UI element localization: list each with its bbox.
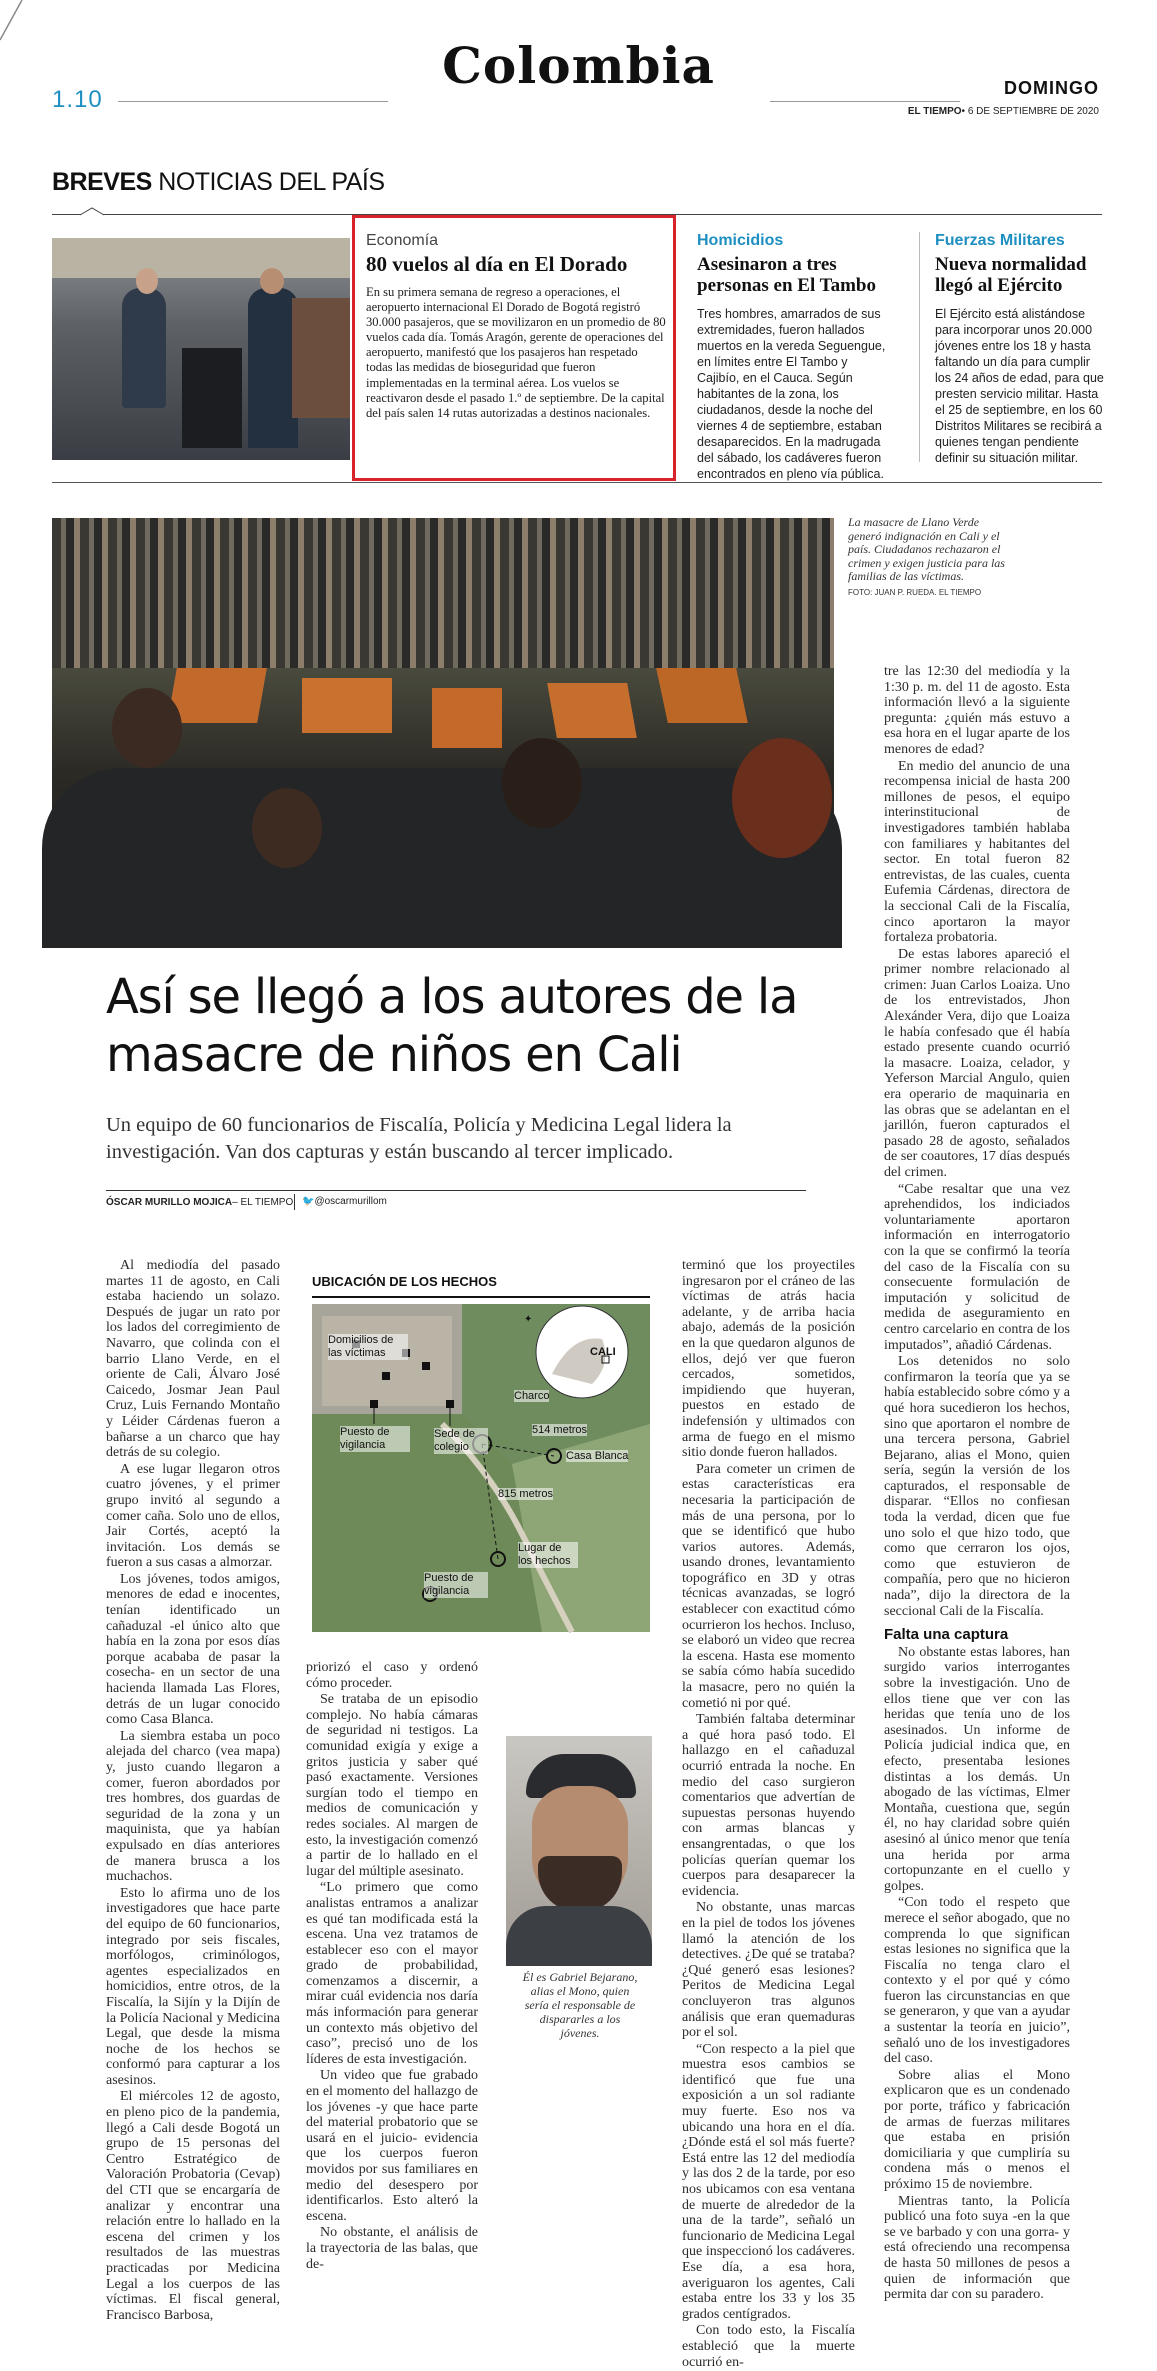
suitcase [182,348,242,448]
paragraph: Un video que fue grabado en el momento del hallazgo de los jóvenes -y que hace parte del material probatorio que se usará en el juicio- evidencia que los cuerpos fueron movidos por sus familiares en medio del desespero por identificarlos. Esto alteró la escena. [306,2068,478,2224]
background-person [292,298,350,418]
briefs-label [52,168,385,197]
mourner-head [252,788,322,868]
paragraph: No obstante estas labores, han surgido varios interrogantes sobre la investigación. Uno de ellos tiene que ver con las heridas que tenía uno de los asesinados. Un informe de Policía judicial indica que, en efecto, presentaba lesiones distintas a los demás. Un abogado de las víctimas, Elmer Montaña, cuestiona que, según él, no hay claridad sobre quién asesinó al único menor que tenía una herida por arma cortopunzante en el cuello y golpes. [884,1644,1070,1894]
traveler-head [136,268,158,294]
byline [106,1197,293,1208]
article-column-3 [682,1258,855,2371]
officer-figure [248,288,298,448]
map-label-casa: Casa Blanca [566,1450,629,1462]
paragraph: “Lo primero que como analistas entramos a analizar es qué tan modificada está la escena. Una vez tratamos de establecer eso con el mayor grado de probabilidad, comenzamos a discernir, a mirar cuál evidencia nos daría más información para generar un contexto más objetivo del caso”, precisó uno de los líderes de esta investigación. [306,1880,478,2067]
byline-outlet: – EL TIEMPO [232,1197,294,1208]
byline-separator [294,1194,295,1210]
mourner-head [112,688,182,768]
caption-text: La masacre de Llano Verde generó indignación en Cali y el país. Ciudadanos rechazaron el crimen y exigen justicia para las familias de las víctimas. [848,515,1005,584]
brief-section: Economía [366,232,439,249]
mourners-backs [42,768,842,948]
coffin [656,668,748,723]
officer-head [260,268,284,294]
brief-economia [366,232,666,421]
paragraph: El miércoles 12 de agosto, en pleno pico de la pandemia, llegó a Cali desde Bogotá un grupo de 15 personas del Centro Estratégico de Valoración Probatoria (Cevap) del CTI que se encargaría de analizar y encontrar una relación entre lo hallado en la escena del crimen y los resultados de las muestras practicadas por Medicina Legal a los cuerpos de las víctimas. El fiscal general, Francisco Barbosa, [106,2089,280,2323]
paragraph: Con todo esto, la Fiscalía estableció que la muerte ocurrió en- [682,2323,855,2370]
map-label-domicilios: Domicilios de las víctimas [328,1334,408,1360]
map-label-charco: Charco [514,1390,550,1402]
crowd [52,518,834,668]
paragraph: No obstante, el análisis de la trayectoria de las balas, que de- [306,2225,478,2272]
coffin [432,688,502,748]
brief-fuerzas [935,232,1105,466]
map-label-puesto: Puesto de vigilancia [340,1426,410,1452]
shirt [506,1906,652,1966]
map-inset-label: CALI [590,1346,616,1358]
map-label-lugar: Lugar de los hechos [518,1542,578,1568]
paragraph: Los jóvenes, todos amigos, menores de edad e inocentes, tenían identificado un cañaduzal -el único alto que había en la zona por esos días porque acababa de pasar la cosecha- en un sector de una hacienda llamada Las Flores, detrás de un lugar conocido como Casa Blanca. [106,1571,280,1728]
school-marker [446,1400,454,1408]
article-column-1 [106,1258,280,2324]
briefs-bottom-rule [52,482,1102,483]
brief-title: 80 vuelos al día en El Dorado [366,252,628,276]
brief-divider [919,232,920,462]
coffin [167,668,267,723]
map-title: UBICACIÓN DE LOS HECHOS [312,1274,497,1289]
paragraph: La siembra estaba un poco alejada del charco (vea mapa) y, justo cuando llegaron a comer, fueron abordados por tres hombres, dos guardas de seguridad de la zona y un maquinista, que ya habían expulsado en días anteriores de manera brusca a los muchachos. [106,1728,280,1885]
suspect-caption: Él es Gabriel Bejarano, alias el Mono, quien sería el responsable de dispararles a los jóvenes. [522,1970,638,2040]
header-rule-right [770,101,960,102]
paragraph: tre las 12:30 del mediodía y la 1:30 p. m. del 11 de agosto. Esta información llevó a la siguiente pregunta: ¿quién más estuvo a esa hora en el lugar aparte de los menores de edad? [884,664,1070,757]
twitter-handle[interactable] [302,1196,387,1207]
twitter-icon: 🐦 [302,1196,315,1207]
coffin [547,683,637,738]
suspect-photo [506,1736,652,1956]
location-map [304,1264,654,1638]
section-title: Colombia [442,36,715,95]
brief-section: Homicidios [697,232,784,249]
paragraph: También faltaba determinar a qué hora pasó todo. El hallazgo en el cañaduzal ocurrió entrada la noche. En medio del caso surgieron comentarios que advertían de supuestas personas huyendo con armas blancas y ensangrentadas, o que los policías querían quemar los cuerpos para desaparecer la evidencia. [682,1712,855,1899]
photo-credit: FOTO: JUAN P. RUEDA. EL TIEMPO [848,587,982,597]
twitter-text: @oscarmurillom [314,1196,387,1207]
brief-title: Nueva normalidad llegó al Ejército [935,254,1087,296]
beard [538,1856,622,1912]
byline-rule-top [106,1190,806,1191]
article-column-2 [306,1660,478,2273]
brief-body: El Ejército está alistándose para incorporar unos 20.000 jóvenes entre los 18 y hasta faltando un día para cumplir los 24 años de edad, para que presten servicio militar. Hasta el 25 de septiembre, en los 60 Distritos Militares se recibirá a quienes tengan pendiente definir su situación militar. [935,307,1104,465]
header-rule-left [118,101,388,102]
paper-name: EL TIEMPO [907,106,962,117]
brief-title: Asesinaron a tres personas en El Tambo [697,254,876,296]
paragraph: Al mediodía del pasado martes 11 de agosto, en Cali estaba haciendo un solazo. Después de jugar un rato por los lados del corregimiento de Navarro, que colinda con el barrio Llano Verde, en el oriente de Cali, Álvaro José Caicedo, Josmar Jean Paul Cruz, Luis Fernando Montaño y Léider Cárdenas fueron a bañarse a un charco que hay detrás de su colegio. [106,1258,280,1461]
map-title-rule [312,1296,650,1298]
brief-homicidios [697,232,891,482]
watch-post-marker [370,1400,378,1408]
paragraph: Mientras tanto, la Policía publicó una foto suya -en la que se ve barbado y con una gorra- y está ofreciendo una recompensa de hasta 50 millones de pesos a quien de información que permita dar con su paradero. [884,2193,1070,2303]
brief-body: En su primera semana de regreso a operaciones, el aeropuerto internacional El Dorado de Bogotá registró 30.000 pasajeros, que se movilizaron en un promedio de 80 vuelos cada día. Tomás Aragón, gerente de operaciones del aeropuerto, manifestó que los pasajeros han respetado todas las medidas de bioseguridad que fueron implementadas en la terminal aérea. Los vuelos se reactivaron desde el pasado 1.º de septiembre. De la capital del país salen 14 rutas autorizadas a destinos nacionales. [366,285,666,420]
map-label-dist1: 514 metros [532,1424,588,1436]
article-deck: Un equipo de 60 funcionarios de Fiscalía, Policía y Medicina Legal lidera la investigación. Van dos capturas y están buscando al tercer implicado. [106,1114,732,1163]
paragraph: “Cabe resaltar que una vez aprehendidos, los indiciados voluntariamente aportaron información en interrogatorio con la que se confirmó la teoría del caso de la Fiscalía con su consecuente formulación de imputación y solicitud de medida de aseguramiento en centro carcelario en contra de los imputados”, añadió Cárdenas. [884,1181,1070,1353]
paragraph: Para cometer un crimen de estas características era necesaria la participación de más de una persona, por lo que se identificó que hubo varios autores. Además, usando drones, levantamiento topográfico en 3D y otras técnicas avanzadas, se logró establecer con exactitud cómo ocurrieron los hechos. Incluso, se elaboró un video que recrea la escena. Hasta ese momento se sabía cómo había sucedido la masacre, pero no quién la cometió ni por qué. [682,1461,855,1711]
subhead: Falta una captura [884,1626,1009,1644]
paragraph: Sobre alias el Mono explicaron que es un condenado por porte, tráfico y fabricación de armas de fuerzas militares que estaba en prisión domiciliaria y que cumpliría su condena más o menos el próximo 15 de noviembre. [884,2067,1070,2192]
photo-caption [848,516,1008,600]
paragraph: De estas labores apareció el primer nombre relacionado al crimen: Juan Carlos Loaiza. Uno de los entrevistados, Jhon Alexánder Vera, dijo que Loaiza le había confesado que él había estado presente cuando ocurrió la masacre. Loaiza, celador, y Yeferson Marcial Angulo, quien era operario de maquinaria en las obras que se adelantan en el jarillón, fueron capturados el pasado 28 de agosto, señalados de ser coautores, 17 días después del crimen. [884,946,1070,1180]
paragraph: “Con todo el respeto que merece el señor abogado, que no comprenda lo que significan estas lesiones no significa que la Fiscalía no tenga claro el contexto y el por qué y cómo fueron las circunstancias en que se generaron, y que van a ayudar a sustentar la teoría en juicio”, señaló uno de los investigadores del caso. [884,1895,1070,2067]
airport-photo [52,238,350,460]
briefs-label-rest: NOTICIAS DEL PAÍS [158,168,385,196]
main-photo [52,518,834,940]
date-text: • 6 DE SEPTIEMBRE DE 2020 [961,106,1099,117]
compass-icon: ✦ [524,1314,533,1325]
paragraph: En medio del anuncio de una recompensa inicial de hasta 200 millones de pesos, el equipo interinstitucional de investigadores también hablaba con familiares y habitantes del sector. En total fueron 82 entrevistas, de las cuales, cuenta Eufemia Cárdenas, directora de la seccional Cali de la Fiscalía, cinco aportaron la mayor fortaleza probatoria. [884,758,1070,946]
article-headline: Así se llegó a los autores de la masacre de niños en Cali [106,969,798,1083]
paragraph: Los detenidos no solo confirmaron la teoría que ya se había establecido sobre cómo y a qué hora sucedieron los hechos, sino que aportaron el nombre de una tercera persona, Gabriel Bejarano, alias el Mono, quien sería, según la versión de los capturados, el responsable de disparar. “Ellos no confiesan toda la verdad, dicen que fue uno solo el que hizo todo, que como que cerraron los ojos, como que estuvieron de compañía, pero que no hicieron nada”, dijo la directora de la seccional Cali de la Fiscalía. [884,1354,1070,1619]
map-label-dist2: 815 metros [498,1488,554,1500]
brief-section: Fuerzas Militares [935,232,1065,249]
map-label-sede: Sede de colegio [434,1428,488,1454]
traveler-figure [122,288,166,408]
paragraph: “Con respecto a la piel que muestra esos cambios se identificó que fue una exposición a un sol radiante muy fuerte. Eso nos va ubicando una hora en el día. ¿Dónde está el sol más fuerte? Está entre las 12 del mediodía y las dos 2 de la tarde, por eso nos ubicamos con esa ventana de muerte de alrededor de la una de la tarde”, señaló un funcionario de Medicina Legal que inspeccionó los cadáveres. Ese día, a esa hora, averiguaron los agentes, Cali estaba entre los 33 y los 35 grados centígrados. [682,2041,855,2322]
article-column-4 [884,664,1070,2304]
map-label-puesto2: Puesto de vigilancia [424,1572,488,1598]
dateline [908,106,1099,117]
paragraph: Se trataba de un episodio complejo. No había cámaras de seguridad ni testigos. La comunidad exigía y exige a gritos justicia y saber qué pasó exactamente. Versiones surgían todo el tiempo en medios de comunicación y redes sociales. Al margen de esto, la investigación comenzó a partir de lo hallado en el lugar del múltiple asesinato. [306,1692,478,1879]
byline-author: ÓSCAR MURILLO MOJICA [106,1197,233,1208]
briefs-rule-notch [80,208,104,216]
coffin [302,678,392,733]
paragraph: Esto lo afirma uno de los investigadores que hace parte del equipo de 60 funcionarios, integrado por seis fiscales, morfólogos, criminólogos, agentes especializados en homicidios, entre otros, de la Fiscalía, la Sijín y la Dijín de la Policía Nacional y Medicina Legal, que desde la misma noche de los hechos se conformó para capturar a los asesinos. [106,1885,280,2088]
paragraph: terminó que los proyectiles ingresaron por el cráneo de las víctimas de atrás hacia adelante, y de arriba hacia abajo, además de la posición en la que quedaron algunos de ellos, dejó ver que fueron cercados, sometidos, impidiendo que huyeran, puestos en estado de indefensión y ultimados con arma de fuego en el mismo sitio donde fueron hallados. [682,1258,855,1461]
day-label: DOMINGO [1004,78,1099,98]
briefs-label-bold: BREVES [52,168,152,196]
paragraph: priorizó el caso y ordenó cómo proceder. [306,1660,478,1691]
house-marker [422,1362,430,1370]
airport-ceiling [52,238,350,278]
mourner-head [502,738,582,828]
brief-body: Tres hombres, amarrados de sus extremidades, fueron hallados muertos en la vereda Seguengue, en límites entre El Tambo y Cajibío, en el Cauca. Según habitantes de la zona, los ciudadanos, desde la noche del viernes 4 de septiembre, estaban desaparecidos. En la madrugada del sábado, los cadáveres fueron encontrados en pleno vía pública. [697,307,886,481]
mourner-head [732,738,832,858]
paragraph: No obstante, unas marcas en la piel de todos los jóvenes llamó la atención de los detectives. ¿De qué se trataba? ¿Qué generó esas lesiones? Peritos de Medicina Legal concluyeron tras algunos análisis que eran quemaduras por el sol. [682,1900,855,2041]
paragraph: A ese lugar llegaron otros cuatro jóvenes, y el primer grupo invitó al segundo a comer caña. Solo uno de ellos, Jair Cortés, aceptó la invitación. Los demás se fueron a sus casas a almorzar. [106,1461,280,1571]
page-number: 1.10 [52,86,103,113]
house-marker [382,1372,390,1380]
